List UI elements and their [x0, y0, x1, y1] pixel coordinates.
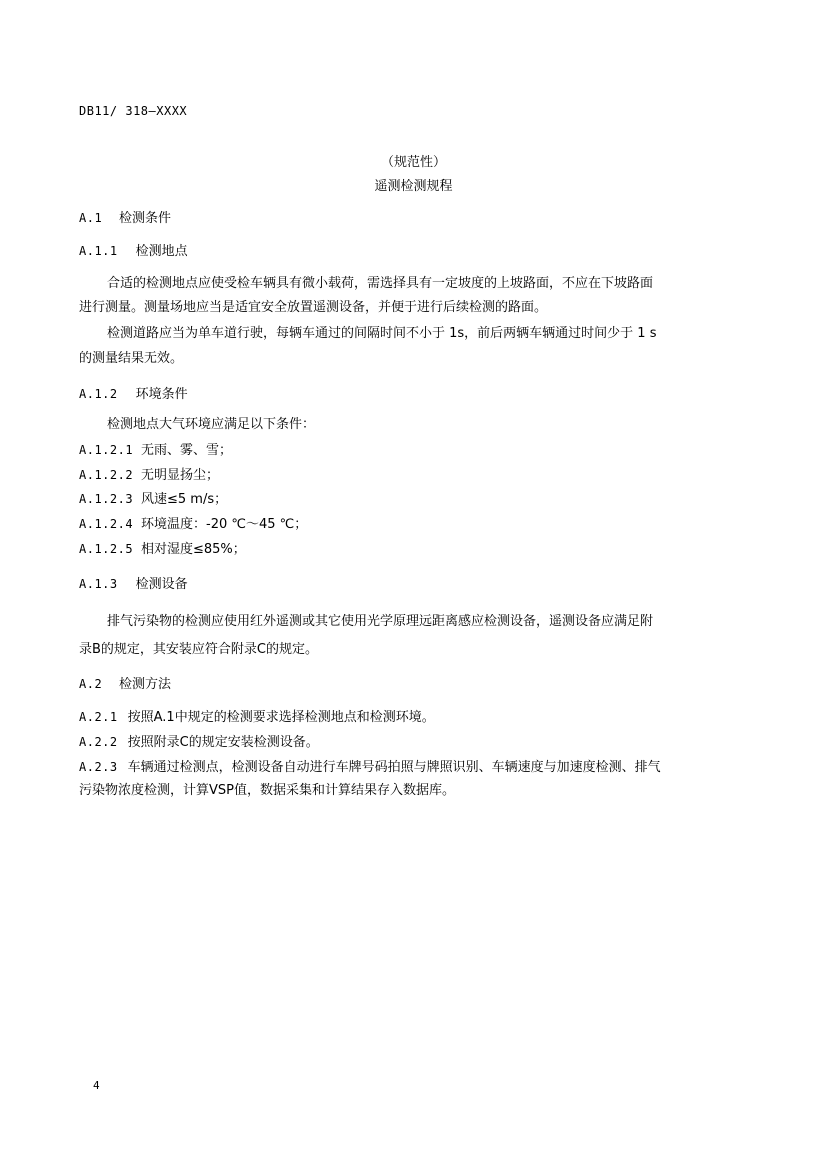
list-item	[79, 758, 661, 777]
section-title: 检测条件	[119, 211, 172, 226]
list-item	[79, 466, 219, 485]
section-title: 检测地点	[135, 244, 188, 259]
section-number: A.1.3	[79, 577, 118, 591]
item-number: A.1.2.4	[79, 517, 134, 531]
document-code: DB11/ 318—XXXX	[79, 104, 188, 118]
section-number: A.1.1	[79, 244, 118, 258]
section-title: 检测设备	[135, 577, 188, 592]
list-item	[79, 441, 232, 460]
page-number: 4	[93, 1079, 101, 1092]
item-number: A.2.3	[79, 760, 118, 774]
paragraph-line: 检测道路应当为单车道行驶，每辆车通过的间隔时间不小于 1s，前后两辆车辆通过时间少于 1 s	[107, 326, 657, 341]
item-text: 环境温度：-20 ℃～45 ℃；	[141, 517, 308, 532]
section-heading-a13	[79, 575, 188, 594]
item-text: 风速≤5 m/s；	[141, 492, 228, 507]
item-text: 相对湿度≤85%；	[141, 542, 246, 557]
list-item	[79, 515, 307, 534]
item-number: A.1.2.1	[79, 443, 134, 457]
section-title: 检测方法	[119, 677, 172, 692]
item-text: 无雨、雾、雪；	[141, 443, 233, 458]
paragraph-line: 排气污染物的检测应使用红外遥测或其它使用光学原理远距离感应检测设备，遥测设备应满足附	[107, 614, 654, 629]
paragraph-line: 录B的规定，其安装应符合附录C的规定。	[79, 642, 318, 657]
item-text: 无明显扬尘；	[141, 468, 220, 483]
list-item	[79, 490, 227, 509]
item-number: A.1.2.5	[79, 542, 134, 556]
section-number: A.1	[79, 211, 103, 225]
section-heading-a12	[79, 385, 188, 404]
appendix-title: 遥测检测规程	[374, 179, 453, 194]
list-item	[79, 708, 435, 727]
paragraph-line: 进行测量。测量场地应当是适宜安全放置遥测设备，并便于进行后续检测的路面。	[79, 300, 548, 315]
paragraph-line: 检测地点大气环境应满足以下条件：	[107, 417, 316, 432]
item-text: 车辆通过检测点，检测设备自动进行车牌号码拍照与牌照识别、车辆速度与加速度检测、排气	[127, 760, 661, 775]
item-number: A.1.2.3	[79, 492, 134, 506]
section-title: 环境条件	[135, 387, 188, 402]
item-text: 按照A.1中规定的检测要求选择检测地点和检测环境。	[127, 710, 435, 725]
item-number: A.2.1	[79, 710, 118, 724]
appendix-normative-label: （规范性）	[380, 155, 446, 170]
item-number: A.1.2.2	[79, 468, 134, 482]
paragraph-line: 污染物浓度检测，计算VSP值，数据采集和计算结果存入数据库。	[79, 783, 455, 798]
list-item	[79, 540, 246, 559]
section-heading-a2	[79, 675, 171, 694]
list-item	[79, 733, 319, 752]
section-number: A.2	[79, 677, 103, 691]
item-number: A.2.2	[79, 735, 118, 749]
paragraph-line: 的测量结果无效。	[79, 351, 184, 366]
section-heading-a11	[79, 242, 188, 261]
section-number: A.1.2	[79, 387, 118, 401]
section-heading-a1	[79, 209, 171, 228]
item-text: 按照附录C的规定安装检测设备。	[127, 735, 319, 750]
paragraph-line: 合适的检测地点应使受检车辆具有微小载荷，需选择具有一定坡度的上坡路面，不应在下坡路面	[107, 276, 654, 291]
